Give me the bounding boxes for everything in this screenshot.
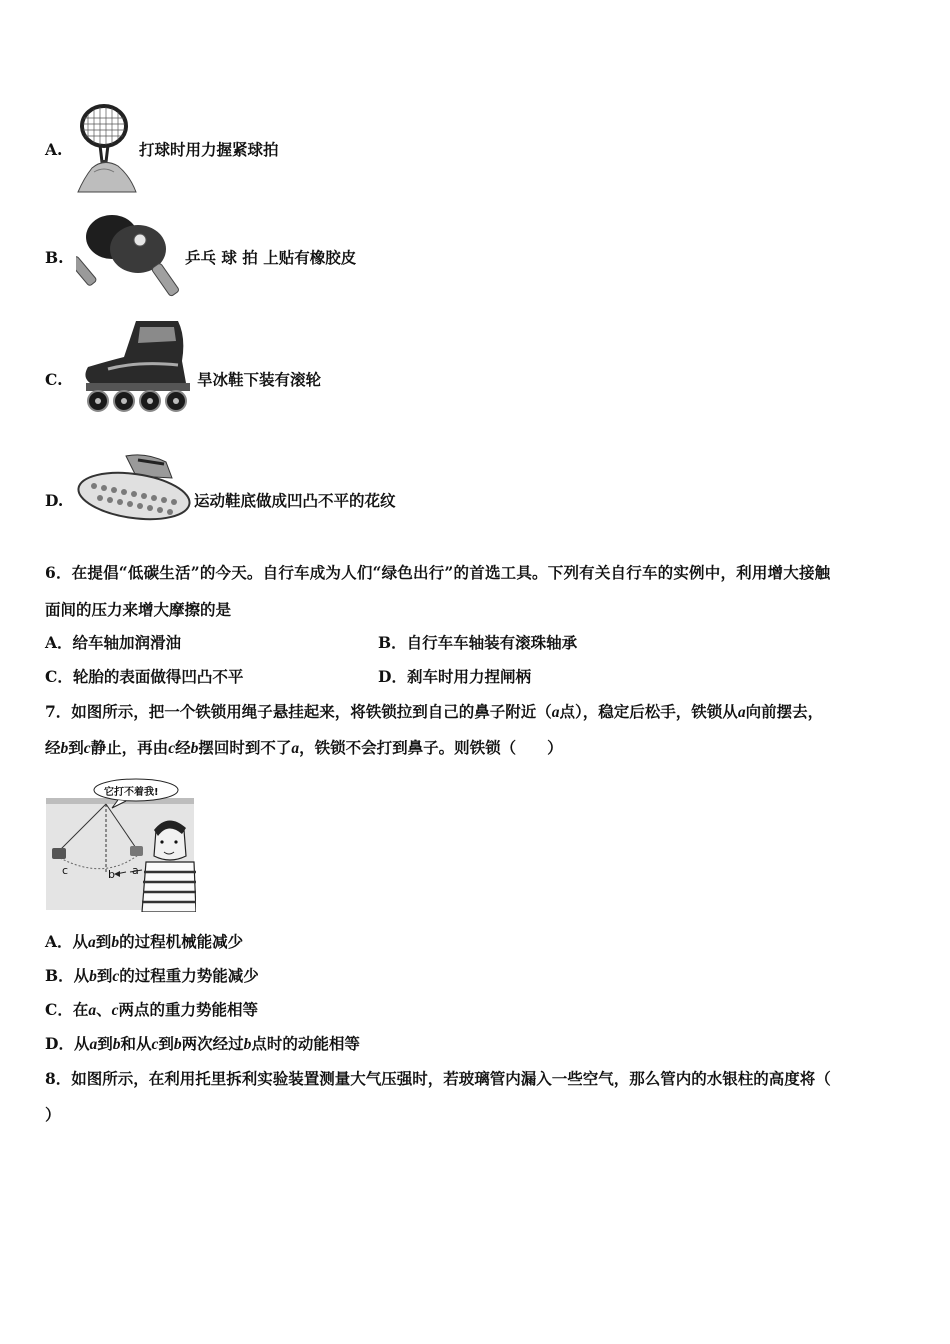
- q7-stem-line1: [45, 704, 823, 721]
- q7-var: a: [551, 704, 560, 721]
- q7-var: a: [291, 740, 300, 757]
- q7-option-text: 到: [97, 1034, 113, 1053]
- q7-option-a: [45, 934, 243, 951]
- q7-stem-text: ，铁锁不会打到鼻子。则铁锁（ ）: [299, 738, 563, 757]
- q7-label-c: c: [62, 864, 69, 877]
- ping-pong-paddle-icon: [76, 211, 184, 299]
- q7-stem-text: 经: [175, 738, 191, 757]
- q7-option-text: 的过程机械能减少: [119, 932, 244, 951]
- q6-option-b-label: B．: [378, 633, 407, 652]
- q6-option-c: [45, 669, 243, 685]
- q6-option-a: [45, 635, 181, 651]
- q7-var: c: [111, 1002, 119, 1019]
- q7-option-text: 在: [72, 1000, 89, 1019]
- q5-option-b-label: B.: [45, 248, 64, 267]
- roller-skate-icon: [78, 317, 196, 413]
- q5-option-c-text: 旱冰鞋下装有滚轮: [197, 370, 322, 389]
- q7-stem-line2: [45, 740, 563, 757]
- q7-option-text: 两次经过: [181, 1034, 244, 1053]
- q7-option-c-label: C．: [45, 1000, 73, 1019]
- q7-var: c: [168, 740, 176, 757]
- q7-option-text: 到: [96, 966, 113, 985]
- q7-stem-text: 点），稳定后松手，铁锁从: [559, 702, 738, 721]
- q5-option-c-label: C.: [45, 370, 63, 389]
- q8-stem-line1: 8．如图所示，在利用托里拆利实验装置测量大气压强时，若玻璃管内漏入一些空气，那么管内的水银柱的高度将（: [45, 1069, 831, 1088]
- q5-option-a-label: A.: [45, 140, 63, 159]
- q7-var: a: [88, 1002, 97, 1019]
- q7-option-c: [45, 1002, 258, 1019]
- q7-label-a: a: [132, 864, 139, 877]
- q7-stem-text: 静止，再由: [90, 738, 169, 757]
- q6-option-d: [378, 669, 531, 685]
- q7-var: b: [89, 968, 97, 985]
- q8-stem-line2: ）: [45, 1105, 61, 1124]
- q5-option-b-text: 乒乓 球 拍 上贴有橡胶皮: [185, 248, 357, 267]
- q7-var: b: [112, 1036, 121, 1053]
- q6-option-d-label: D．: [378, 667, 407, 686]
- q7-var: c: [112, 968, 120, 985]
- q6-option-c-text: 轮胎的表面做得凹凸不平: [72, 667, 244, 686]
- q5-option-d-label: D.: [45, 491, 64, 510]
- q7-option-d-label: D．: [45, 1034, 74, 1053]
- q7-option-b: [45, 968, 259, 985]
- q7-var: a: [88, 934, 96, 951]
- q7-var: b: [60, 740, 69, 757]
- q6-stem-line1: 6．在提倡“低碳生活”的今天。自行车成为人们“绿色出行”的首选工具。下列有关自行车的实例中，利用增大接触: [45, 563, 831, 582]
- q7-stem-text: 7．如图所示，把一个铁锁用绳子悬挂起来，将铁锁拉到自己的鼻子附近（: [45, 702, 552, 721]
- q7-stem-text: 经: [45, 738, 61, 757]
- tennis-racket-icon: [74, 102, 140, 194]
- q7-var: a: [89, 1036, 98, 1053]
- pendulum-illustration: [46, 778, 196, 912]
- q7-option-text: 到: [158, 1034, 174, 1053]
- q7-pendulum-figure: [46, 778, 196, 912]
- q7-var: b: [111, 934, 120, 951]
- q6-option-a-label: A．: [45, 633, 73, 652]
- q6-option-a-text: 给车轴加润滑油: [72, 633, 182, 652]
- q7-var: c: [151, 1036, 159, 1053]
- q7-var: b: [173, 1036, 182, 1053]
- q5-option-d-text: 运动鞋底做成凹凸不平的花纹: [194, 491, 396, 510]
- q7-var: b: [190, 740, 199, 757]
- q7-option-b-label: B．: [45, 966, 74, 985]
- q7-option-text: 从: [73, 966, 90, 985]
- q7-option-text: 、: [96, 1000, 112, 1019]
- q7-stem-text: 摆回时到不了: [198, 738, 292, 757]
- q7-label-b: b: [108, 868, 115, 881]
- q6-option-d-text: 刹车时用力捏闸柄: [406, 667, 531, 686]
- q7-var: c: [83, 740, 91, 757]
- q7-option-d: [45, 1036, 360, 1053]
- q7-speech-bubble-text: 它打不着我!: [104, 787, 159, 798]
- q6-option-c-label: C．: [45, 667, 73, 686]
- sneaker-sole-icon: [76, 452, 194, 524]
- q7-option-text: 两点的重力势能相等: [118, 1000, 259, 1019]
- q7-stem-text: 到: [68, 738, 84, 757]
- q7-option-text: 和从: [120, 1034, 152, 1053]
- q7-var: a: [737, 704, 746, 721]
- q6-option-b-text: 自行车车轴装有滚珠轴承: [406, 633, 578, 652]
- q7-option-text: 从: [73, 1034, 90, 1053]
- q5-option-a-text: 打球时用力握紧球拍: [139, 140, 279, 159]
- q7-stem-text: 向前摆去，: [745, 702, 824, 721]
- q6-option-b: [378, 635, 577, 651]
- q7-option-text: 到: [95, 932, 112, 951]
- q7-option-a-label: A．: [45, 932, 73, 951]
- q7-option-text: 点时的动能相等: [251, 1034, 360, 1053]
- q7-option-text: 从: [72, 932, 89, 951]
- q6-stem-line2: 面间的压力来增大摩擦的是: [45, 600, 232, 619]
- q7-var: b: [243, 1036, 252, 1053]
- q7-option-text: 的过程重力势能减少: [119, 966, 259, 985]
